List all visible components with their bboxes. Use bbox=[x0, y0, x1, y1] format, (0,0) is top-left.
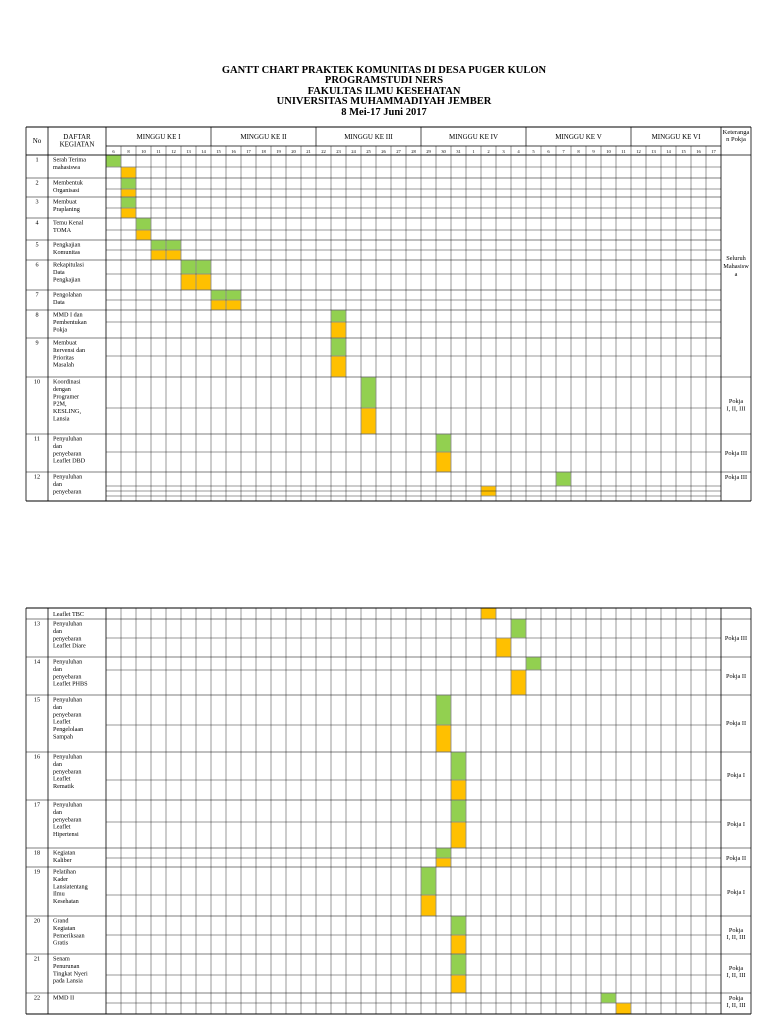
task-name: Ilmu bbox=[53, 890, 65, 898]
task-name: Pemeriksaan bbox=[53, 932, 85, 940]
actual-bar bbox=[196, 274, 210, 289]
plan-bar bbox=[436, 848, 450, 857]
week-label: MINGGU KE V bbox=[555, 133, 602, 141]
day-number: 13 bbox=[651, 149, 656, 154]
task-name: Koordinasi bbox=[53, 378, 81, 386]
task-name: dengan bbox=[53, 385, 71, 393]
plan-bar bbox=[451, 752, 465, 779]
task-name: Data bbox=[53, 268, 65, 276]
task-name: mahasiswa bbox=[53, 163, 81, 171]
task-name: Penyuluhan bbox=[53, 473, 83, 481]
task-name: Prioritas bbox=[53, 354, 74, 362]
actual-bar bbox=[121, 189, 135, 196]
task-name: P2M, bbox=[53, 400, 67, 408]
day-number: 5 bbox=[532, 149, 535, 154]
day-number: 11 bbox=[621, 149, 626, 154]
task-name: dan bbox=[53, 442, 62, 450]
task-name: Praplaning bbox=[53, 205, 80, 213]
keterangan-text: a bbox=[734, 271, 738, 278]
task-name: Organisasi bbox=[53, 186, 80, 194]
task-number: 16 bbox=[33, 753, 41, 761]
task-name: dan bbox=[53, 808, 62, 816]
keterangan-text: Pokja bbox=[728, 398, 744, 405]
day-number: 23 bbox=[336, 149, 341, 154]
task-name: Kaliber bbox=[53, 856, 72, 864]
plan-bar bbox=[451, 800, 465, 821]
plan-bar bbox=[121, 197, 135, 207]
day-number: 8 bbox=[127, 149, 130, 154]
plan-bar bbox=[421, 867, 435, 894]
header-kegiatan: DAFTAR bbox=[63, 133, 91, 141]
task-name: dan bbox=[53, 703, 62, 711]
day-number: 16 bbox=[231, 149, 236, 154]
week-label: MINGGU KE VI bbox=[651, 133, 701, 141]
task-name: pada Lansia bbox=[53, 977, 83, 985]
day-number: 22 bbox=[321, 149, 326, 154]
task-number: 9 bbox=[35, 339, 39, 347]
header-kegiatan: KEGIATAN bbox=[59, 140, 95, 149]
task-name: Programer bbox=[53, 393, 80, 401]
day-number: 24 bbox=[351, 149, 356, 154]
task-name: penyebaran bbox=[53, 635, 82, 643]
plan-bar bbox=[451, 954, 465, 974]
task-name: penyebaran bbox=[53, 450, 82, 458]
week-label: MINGGU KE II bbox=[240, 133, 287, 141]
task-name: Leaflet DBD bbox=[53, 457, 86, 465]
task-name: Serah Terima bbox=[53, 156, 86, 164]
plan-bar bbox=[106, 155, 120, 166]
task-name: Membuat bbox=[53, 198, 77, 206]
task-name: Penyuluhan bbox=[53, 435, 83, 443]
day-number: 29 bbox=[426, 149, 431, 154]
day-number: 2 bbox=[487, 149, 490, 154]
week-label: MINGGU KE III bbox=[344, 133, 393, 141]
task-name: dan bbox=[53, 665, 62, 673]
task-name: Temu Kenal bbox=[53, 219, 84, 227]
day-number: 25 bbox=[366, 149, 371, 154]
actual-bar bbox=[436, 725, 450, 751]
plan-bar bbox=[556, 472, 570, 485]
task-name: Penyuluhan bbox=[53, 753, 83, 761]
plan-bar bbox=[211, 290, 225, 299]
task-name: Pengolahan bbox=[53, 291, 82, 299]
task-number: 21 bbox=[33, 955, 41, 963]
actual-bar bbox=[451, 975, 465, 992]
task-name: Itervensi dan bbox=[53, 346, 86, 354]
day-number: 17 bbox=[711, 149, 716, 154]
actual-bar bbox=[211, 300, 225, 309]
task-name: Senam bbox=[53, 955, 70, 963]
task-name: Rekapitulasi bbox=[53, 261, 84, 269]
plan-bar bbox=[526, 657, 540, 669]
task-name: Hipertensi bbox=[53, 831, 79, 839]
day-number: 14 bbox=[666, 149, 671, 154]
keterangan-text: I, II, III bbox=[726, 972, 746, 980]
plan-bar bbox=[226, 290, 240, 299]
task-name: Lansiatentang bbox=[53, 883, 88, 891]
day-number: 12 bbox=[636, 149, 641, 154]
actual-bar bbox=[361, 408, 375, 433]
actual-bar bbox=[151, 250, 165, 259]
plan-bar bbox=[436, 695, 450, 724]
actual-bar bbox=[166, 250, 180, 259]
task-number: 8 bbox=[35, 311, 39, 319]
actual-bar bbox=[616, 1003, 630, 1013]
day-number: 17 bbox=[246, 149, 251, 154]
day-number: 30 bbox=[441, 149, 446, 154]
keterangan-text: Pokja I bbox=[726, 889, 746, 896]
day-number: 19 bbox=[276, 149, 281, 154]
task-number: 17 bbox=[33, 801, 41, 809]
task-name: Masalah bbox=[53, 361, 74, 369]
actual-bar bbox=[181, 274, 195, 289]
day-number: 10 bbox=[141, 149, 146, 154]
task-name: Pelatihan bbox=[53, 868, 77, 876]
task-name: Penyuluhan bbox=[53, 620, 83, 628]
task-name: MMD II bbox=[53, 994, 75, 1002]
actual-bar bbox=[451, 780, 465, 799]
task-number: 1 bbox=[35, 156, 39, 164]
day-number: 1 bbox=[472, 149, 475, 154]
plan-bar bbox=[181, 260, 195, 273]
task-name: Gratis bbox=[53, 939, 69, 947]
day-number: 31 bbox=[456, 149, 461, 154]
day-number: 16 bbox=[696, 149, 701, 154]
plan-bar bbox=[136, 218, 150, 229]
plan-bar bbox=[451, 916, 465, 934]
task-name: Data bbox=[53, 298, 65, 306]
task-name: Pembentukan bbox=[53, 318, 87, 326]
keterangan-text: Pokja III bbox=[724, 450, 748, 457]
day-number: 11 bbox=[156, 149, 161, 154]
task-name: Komunitas bbox=[53, 248, 81, 256]
task-name: Grand bbox=[53, 917, 69, 925]
task-number: 12 bbox=[33, 473, 41, 481]
header-keterangan: n Pokja bbox=[726, 136, 746, 143]
task-name: Leaflet PHBS bbox=[53, 680, 88, 688]
task-name: Leaflet Diare bbox=[53, 642, 86, 650]
task-name: Kegiatan bbox=[53, 849, 76, 857]
task-name: Penyuluhan bbox=[53, 658, 83, 666]
actual-bar bbox=[421, 895, 435, 915]
task-name: Leaflet bbox=[53, 775, 71, 783]
keterangan-text: Pokja III bbox=[724, 474, 748, 481]
keterangan-text: I, II, III bbox=[726, 1002, 746, 1010]
title-line: UNIVERSITAS MUHAMMADIYAH JEMBER bbox=[276, 96, 492, 108]
keterangan-text: Pokja II bbox=[725, 720, 747, 727]
task-number: 4 bbox=[35, 219, 39, 227]
task-name: Pokja bbox=[53, 326, 68, 334]
day-number: 14 bbox=[201, 149, 206, 154]
day-number: 12 bbox=[171, 149, 176, 154]
task-name: TOMA bbox=[53, 226, 72, 234]
day-number: 15 bbox=[681, 149, 686, 154]
day-number: 8 bbox=[577, 149, 580, 154]
plan-bar bbox=[601, 993, 615, 1002]
task-name: penyebaran bbox=[53, 711, 82, 719]
actual-bar bbox=[496, 638, 510, 656]
task-number: 11 bbox=[34, 435, 40, 443]
task-name: Leaflet TBC bbox=[53, 611, 84, 618]
actual-bar bbox=[436, 452, 450, 471]
actual-bar bbox=[331, 356, 345, 376]
keterangan-text: Pokja III bbox=[724, 635, 748, 642]
week-label: MINGGU KE I bbox=[136, 133, 181, 141]
day-number: 13 bbox=[186, 149, 191, 154]
keterangan-text: I, II, III bbox=[726, 934, 746, 942]
plan-bar bbox=[121, 178, 135, 188]
task-name: Kesehatan bbox=[53, 898, 79, 906]
keterangan-text: Mahasisw bbox=[723, 263, 749, 270]
actual-bar bbox=[451, 935, 465, 953]
day-number: 26 bbox=[381, 149, 386, 154]
task-name: Leaflet bbox=[53, 718, 71, 726]
task-name: penyebaran bbox=[53, 673, 82, 681]
keterangan-text: Pokja I bbox=[726, 821, 746, 828]
keterangan-text: Pokja II bbox=[725, 673, 747, 680]
actual-bar bbox=[121, 167, 135, 177]
day-number: 15 bbox=[216, 149, 221, 154]
task-name: Penyuluhan bbox=[53, 696, 83, 704]
task-name: Leaflet bbox=[53, 823, 71, 831]
task-name: KESLING, bbox=[53, 408, 82, 416]
task-name: Kader bbox=[53, 875, 69, 883]
task-number: 19 bbox=[33, 868, 41, 876]
keterangan-text: Pokja bbox=[728, 927, 744, 934]
day-number: 28 bbox=[411, 149, 416, 154]
week-label: MINGGU KE IV bbox=[449, 133, 498, 141]
actual-bar bbox=[436, 858, 450, 866]
title-line: PROGRAMSTUDI NERS bbox=[324, 75, 444, 87]
task-name: Penurunan bbox=[53, 962, 80, 970]
task-number: 22 bbox=[33, 994, 41, 1002]
task-name: Pengkajian bbox=[53, 241, 81, 249]
keterangan-text: Pokja I bbox=[726, 772, 746, 779]
plan-bar bbox=[196, 260, 210, 273]
task-number: 14 bbox=[33, 658, 41, 666]
day-number: 20 bbox=[291, 149, 296, 154]
task-number: 3 bbox=[35, 198, 39, 206]
task-name: Membentuk bbox=[53, 179, 83, 187]
keterangan-text: Pokja bbox=[728, 965, 744, 972]
task-name: Tingkat Nyeri bbox=[53, 970, 88, 978]
day-number: 21 bbox=[306, 149, 311, 154]
task-name: dan bbox=[53, 480, 62, 488]
title-line: FAKULTAS ILMU KESEHATAN bbox=[307, 85, 461, 97]
task-name: Membuat bbox=[53, 339, 77, 347]
task-number: 7 bbox=[35, 291, 39, 299]
task-number: 15 bbox=[33, 696, 41, 704]
plan-bar bbox=[436, 434, 450, 451]
task-number: 10 bbox=[33, 378, 41, 386]
keterangan-text: I, II, III bbox=[726, 405, 746, 413]
keterangan-text: Pokja bbox=[728, 995, 744, 1002]
task-name: penyebaran bbox=[53, 816, 82, 824]
day-number: 27 bbox=[396, 149, 401, 154]
actual-bar bbox=[451, 822, 465, 847]
day-number: 6 bbox=[547, 149, 550, 154]
day-number: 6 bbox=[112, 149, 115, 154]
day-number: 4 bbox=[517, 149, 520, 154]
task-name: penyebaran bbox=[53, 768, 82, 776]
task-number: 18 bbox=[33, 849, 41, 857]
title-line: GANTT CHART PRAKTEK KOMUNITAS DI DESA PUGER KULON bbox=[221, 65, 547, 76]
actual-bar bbox=[331, 322, 345, 337]
task-name: dan bbox=[53, 760, 62, 768]
task-name: Rematik bbox=[53, 783, 74, 791]
task-name: Pengelolaan bbox=[53, 726, 84, 734]
task-name: Sampah bbox=[53, 733, 73, 741]
plan-bar bbox=[151, 240, 165, 249]
task-name: Kegiatan bbox=[53, 924, 76, 932]
day-number: 10 bbox=[606, 149, 611, 154]
task-name: MMD I dan bbox=[53, 311, 83, 319]
actual-bar bbox=[121, 208, 135, 217]
actual-bar bbox=[136, 230, 150, 239]
header-no: No bbox=[32, 137, 42, 145]
actual-bar bbox=[481, 608, 495, 618]
task-name: penyebaran bbox=[53, 488, 82, 496]
task-name: Pengkajian bbox=[53, 276, 81, 284]
day-number: 3 bbox=[502, 149, 505, 154]
keterangan-text: Seluruh bbox=[726, 255, 746, 262]
plan-bar bbox=[361, 377, 375, 407]
day-number: 9 bbox=[592, 149, 595, 154]
task-number: 2 bbox=[35, 179, 39, 187]
plan-bar bbox=[331, 338, 345, 355]
actual-bar bbox=[511, 670, 525, 694]
task-number: 13 bbox=[33, 620, 41, 628]
header-keterangan: Keteranga bbox=[722, 129, 750, 136]
plan-bar bbox=[331, 310, 345, 321]
task-number: 5 bbox=[35, 241, 39, 249]
title-line: 8 Mei-17 Juni 2017 bbox=[341, 106, 427, 118]
actual-bar bbox=[226, 300, 240, 309]
task-name: dan bbox=[53, 627, 62, 635]
plan-bar bbox=[511, 619, 525, 637]
day-number: 7 bbox=[562, 149, 565, 154]
task-number: 20 bbox=[33, 917, 41, 925]
keterangan-text: Pokja II bbox=[725, 855, 747, 862]
task-name: Lansia bbox=[53, 415, 70, 423]
task-number: 6 bbox=[35, 261, 39, 269]
plan-bar bbox=[166, 240, 180, 249]
task-name: Penyuluhan bbox=[53, 801, 83, 809]
day-number: 18 bbox=[261, 149, 266, 154]
